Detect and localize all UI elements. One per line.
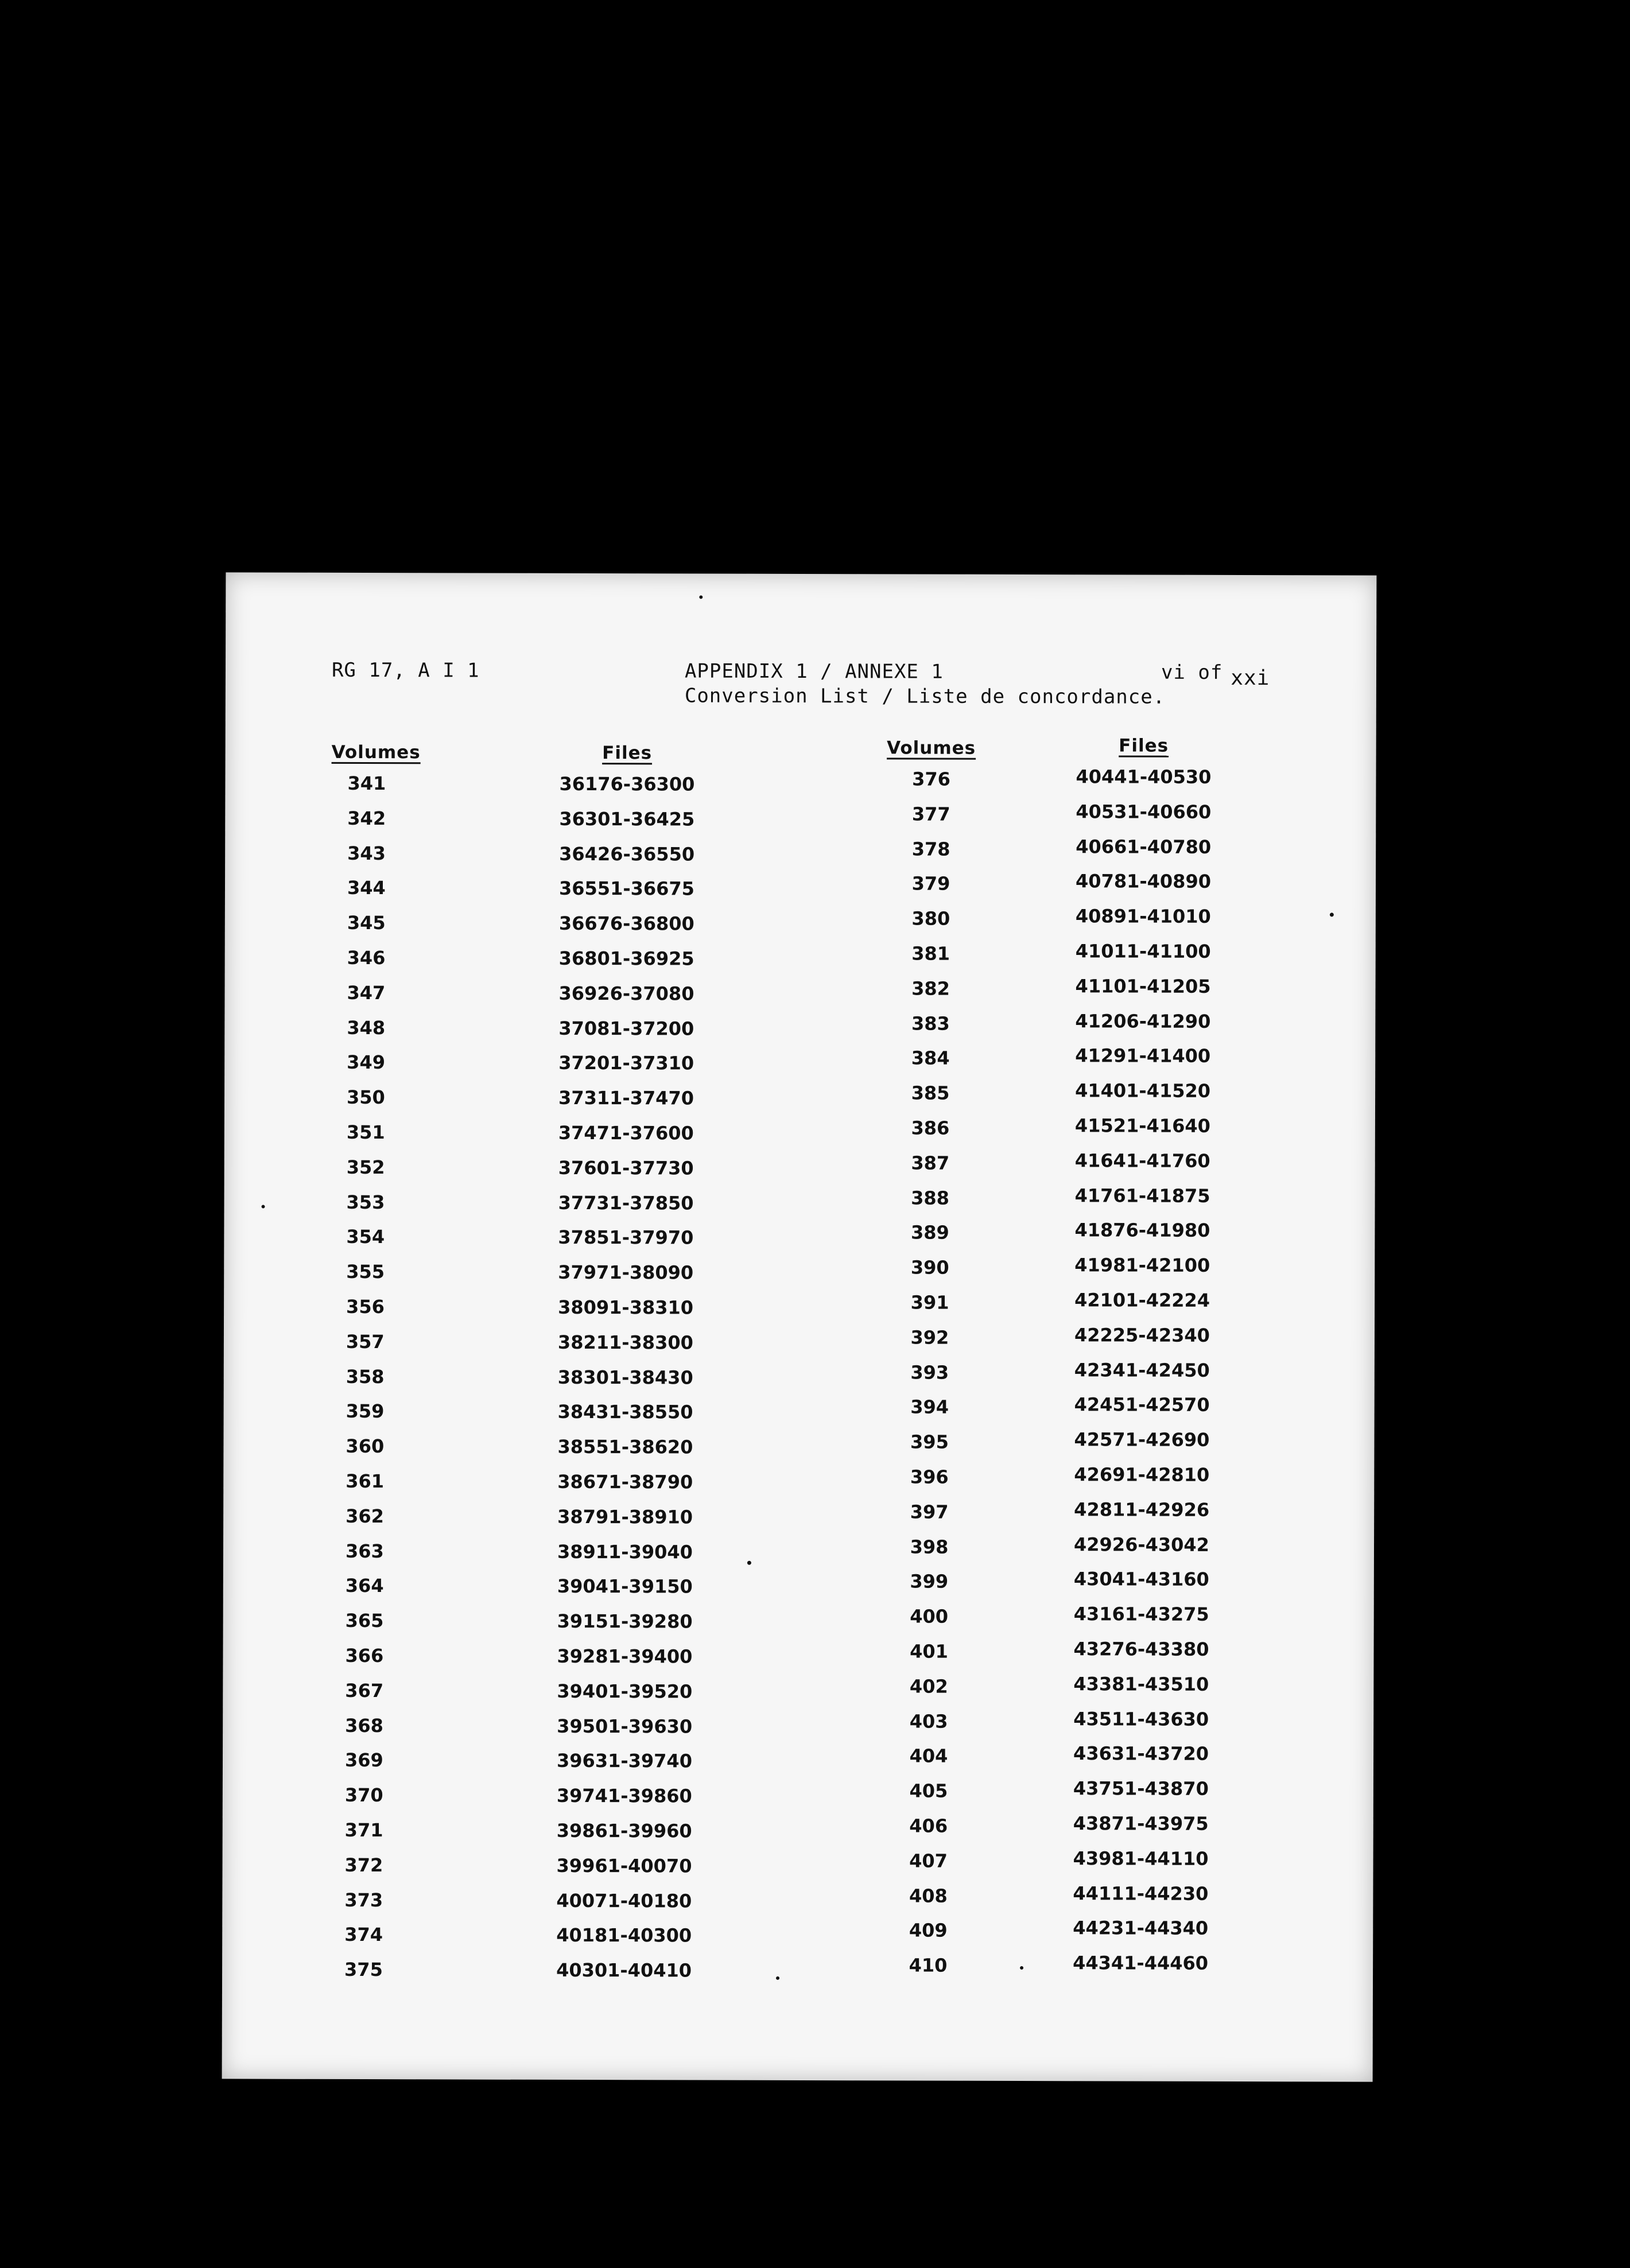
right-volume-cell: 382: [911, 977, 950, 1000]
files-list-right: [1054, 759, 1230, 1981]
left-files-cell: 37731-37850: [558, 1191, 694, 1214]
right-volume-cell: 395: [910, 1431, 949, 1453]
dust-speck: [1330, 912, 1334, 916]
right-volume-cell: 405: [909, 1780, 948, 1802]
left-volume-cell: 361: [346, 1470, 385, 1493]
right-volume-cell: 391: [910, 1291, 949, 1314]
left-files-cell: 38671-38790: [557, 1470, 693, 1493]
right-files-cell: 41876-41980: [1074, 1219, 1210, 1242]
right-files-cell: 41521-41640: [1074, 1114, 1210, 1137]
left-files-cell: 36301-36425: [559, 807, 695, 830]
left-volume-cell: 374: [344, 1924, 383, 1946]
dust-speck: [1020, 1966, 1023, 1970]
right-files-cell: 40781-40890: [1076, 870, 1212, 893]
right-volume-cell: 387: [911, 1152, 950, 1174]
right-volume-cell: 404: [909, 1745, 948, 1767]
right-volume-cell: 389: [910, 1221, 949, 1244]
left-volume-cell: 362: [346, 1505, 384, 1527]
left-files-cell: 39281-39400: [557, 1645, 693, 1668]
right-files-cell: 44231-44340: [1073, 1917, 1209, 1940]
right-files-cell: 40531-40660: [1076, 801, 1212, 823]
right-files-cell: 43871-43975: [1073, 1812, 1209, 1835]
right-volume-cell: 377: [911, 803, 950, 825]
right-files-cell: 42225-42340: [1074, 1324, 1210, 1346]
right-volume-cell: 386: [911, 1117, 950, 1139]
files-column-left: [538, 743, 713, 1989]
left-volume-cell: 373: [344, 1889, 383, 1911]
right-volume-cell: 381: [911, 942, 950, 965]
right-files-cell: 42101-42224: [1074, 1289, 1210, 1311]
left-files-cell: 37851-37970: [558, 1226, 694, 1249]
left-files-cell: 37201-37310: [558, 1052, 694, 1074]
files-header-left: Files: [602, 743, 653, 764]
left-volume-cell: 359: [346, 1400, 385, 1423]
right-volume-cell: 398: [910, 1536, 949, 1558]
left-files-cell: 38091-38310: [558, 1296, 694, 1319]
left-volume-cell: 368: [345, 1714, 384, 1737]
left-files-cell: 37471-37600: [558, 1121, 694, 1144]
dust-speck: [699, 596, 703, 599]
left-volume-cell: 348: [347, 1016, 386, 1039]
left-volume-cell: 357: [346, 1330, 385, 1353]
left-files-cell: 36176-36300: [559, 772, 695, 795]
right-files-cell: 41761-41875: [1074, 1184, 1210, 1207]
right-volume-cell: 406: [909, 1815, 948, 1837]
left-files-cell: 39961-40070: [556, 1854, 692, 1877]
document-page: [222, 572, 1377, 2081]
right-volume-cell: 392: [910, 1326, 949, 1349]
left-files-cell: 37601-37730: [558, 1156, 694, 1179]
right-volume-cell: 407: [909, 1850, 948, 1872]
right-files-cell: 43276-43380: [1073, 1638, 1209, 1660]
left-volume-cell: 345: [347, 912, 386, 934]
right-volume-cell: 378: [911, 838, 950, 860]
left-files-cell: 38791-38910: [557, 1505, 693, 1528]
left-files-cell: 37311-37470: [558, 1087, 694, 1109]
files-column-right: [1054, 735, 1230, 1981]
left-volume-cell: 344: [347, 877, 386, 899]
right-volume-cell: 410: [909, 1954, 948, 1976]
right-files-cell: 42341-42450: [1074, 1358, 1210, 1381]
left-files-cell: 36551-36675: [558, 877, 695, 900]
left-volume-cell: 365: [345, 1610, 384, 1632]
left-volume-cell: 342: [347, 807, 386, 829]
left-files-cell: 40301-40410: [556, 1959, 692, 1982]
record-group-reference: RG 17, A I 1: [331, 658, 480, 682]
right-files-cell: 41641-41760: [1074, 1149, 1210, 1172]
left-files-cell: 36676-36800: [558, 912, 694, 935]
right-files-cell: 41011-41100: [1075, 940, 1211, 962]
right-volume-cell: 376: [912, 768, 950, 790]
right-files-cell: 40441-40530: [1076, 766, 1212, 788]
left-volume-cell: 355: [346, 1261, 385, 1283]
left-files-cell: 38301-38430: [557, 1366, 693, 1389]
left-volume-cell: 370: [344, 1784, 383, 1807]
left-volume-cell: 367: [345, 1679, 384, 1702]
left-volume-cell: 341: [347, 772, 386, 795]
left-files-cell: 40071-40180: [556, 1889, 692, 1912]
left-files-cell: 36426-36550: [559, 842, 695, 865]
volumes-column-left: [328, 742, 421, 1987]
right-files-cell: 41101-41205: [1075, 975, 1211, 997]
right-files-cell: 43161-43275: [1073, 1603, 1209, 1625]
left-files-cell: 39741-39860: [556, 1785, 692, 1807]
page-number-prefix: vi of: [1161, 661, 1223, 684]
right-files-cell: 42451-42570: [1074, 1393, 1210, 1416]
right-volume-cell: 402: [909, 1675, 948, 1698]
right-files-cell: 41291-41400: [1075, 1044, 1211, 1067]
left-files-cell: 38211-38300: [557, 1331, 693, 1354]
right-files-cell: 40891-41010: [1075, 905, 1211, 928]
right-volume-cell: 383: [911, 1012, 950, 1035]
appendix-title: APPENDIX 1 / ANNEXE 1: [684, 659, 944, 683]
dust-speck: [747, 1561, 751, 1565]
right-files-cell: 43981-44110: [1073, 1847, 1209, 1870]
left-volume-cell: 353: [346, 1191, 385, 1213]
left-files-cell: 38911-39040: [557, 1540, 693, 1563]
right-volume-cell: 403: [909, 1710, 948, 1733]
left-volume-cell: 369: [344, 1749, 383, 1772]
right-volume-cell: 401: [910, 1640, 948, 1663]
right-volume-cell: 399: [910, 1570, 949, 1593]
left-files-cell: 36801-36925: [558, 947, 694, 970]
left-volume-cell: 363: [345, 1540, 384, 1562]
right-files-cell: 41981-42100: [1074, 1254, 1210, 1277]
right-volume-cell: 385: [911, 1082, 950, 1104]
volumes-column-right: [876, 737, 983, 1983]
left-volume-cell: 347: [347, 981, 386, 1004]
left-volume-cell: 349: [347, 1051, 386, 1074]
left-volume-cell: 360: [346, 1435, 385, 1458]
left-volume-cell: 364: [345, 1575, 384, 1597]
right-volume-cell: 409: [909, 1919, 948, 1941]
right-files-cell: 42926-43042: [1073, 1533, 1210, 1556]
left-files-cell: 38551-38620: [557, 1436, 693, 1458]
left-volume-cell: 358: [346, 1365, 385, 1388]
page-number-total: xxi: [1231, 666, 1270, 690]
left-volume-cell: 343: [347, 842, 386, 864]
left-volume-cell: 371: [344, 1819, 383, 1842]
left-files-cell: 38431-38550: [557, 1401, 693, 1423]
right-volume-cell: 388: [911, 1187, 950, 1209]
right-volume-cell: 397: [910, 1501, 949, 1523]
right-volume-cell: 384: [911, 1047, 950, 1070]
left-files-cell: 39501-39630: [557, 1715, 693, 1738]
left-files-cell: 39631-39740: [557, 1750, 693, 1772]
volumes-header-right: Volumes: [887, 737, 976, 759]
right-files-cell: 43631-43720: [1073, 1742, 1209, 1765]
left-volume-cell: 354: [346, 1226, 385, 1248]
right-volume-cell: 394: [910, 1396, 949, 1419]
volumes-header-left: Volumes: [331, 741, 421, 763]
left-files-cell: 37971-38090: [558, 1261, 694, 1284]
right-volume-cell: 390: [910, 1256, 949, 1279]
left-volume-cell: 356: [346, 1295, 385, 1318]
left-files-cell: 36926-37080: [558, 982, 694, 1005]
right-files-cell: 42571-42690: [1074, 1428, 1210, 1451]
right-volume-cell: 380: [911, 907, 950, 930]
right-files-cell: 40661-40780: [1076, 835, 1212, 858]
left-volume-cell: 375: [344, 1959, 383, 1981]
right-files-cell: 44341-44460: [1073, 1952, 1209, 1974]
left-volume-cell: 372: [344, 1854, 383, 1876]
left-files-cell: 39401-39520: [557, 1680, 693, 1703]
right-files-cell: 44111-44230: [1073, 1882, 1209, 1905]
left-files-cell: 39151-39280: [557, 1610, 693, 1633]
left-volume-cell: 352: [346, 1156, 385, 1178]
right-volume-cell: 393: [910, 1361, 949, 1384]
right-files-cell: 41401-41520: [1075, 1079, 1211, 1102]
left-volume-cell: 346: [347, 946, 386, 969]
dust-speck: [262, 1205, 265, 1209]
right-files-cell: 43751-43870: [1073, 1777, 1209, 1800]
left-files-cell: 37081-37200: [558, 1017, 694, 1040]
left-volume-cell: 351: [346, 1121, 385, 1144]
page-number: [1161, 661, 1270, 690]
right-volume-cell: 408: [909, 1885, 948, 1907]
right-files-cell: 42811-42926: [1074, 1498, 1210, 1521]
dust-speck: [776, 1976, 779, 1980]
volumes-list-left: [328, 766, 421, 1987]
files-header-right: Files: [1119, 735, 1169, 756]
left-volume-cell: 350: [346, 1086, 385, 1109]
right-files-cell: 41206-41290: [1075, 1009, 1211, 1032]
right-files-cell: 43381-43510: [1073, 1672, 1209, 1695]
left-files-cell: 40181-40300: [556, 1924, 692, 1947]
right-files-cell: 43511-43630: [1073, 1707, 1209, 1730]
files-list-left: [538, 767, 713, 1989]
left-volume-cell: 366: [345, 1644, 384, 1667]
right-files-cell: 43041-43160: [1073, 1568, 1209, 1591]
volumes-list-right: [876, 762, 983, 1983]
right-volume-cell: 396: [910, 1466, 949, 1488]
conversion-list-subtitle: Conversion List / Liste de concordance.: [684, 684, 1166, 709]
right-files-cell: 42691-42810: [1074, 1463, 1210, 1486]
left-files-cell: 39861-39960: [556, 1819, 692, 1842]
right-volume-cell: 379: [911, 872, 950, 895]
left-files-cell: 39041-39150: [557, 1575, 693, 1598]
right-volume-cell: 400: [910, 1605, 949, 1628]
